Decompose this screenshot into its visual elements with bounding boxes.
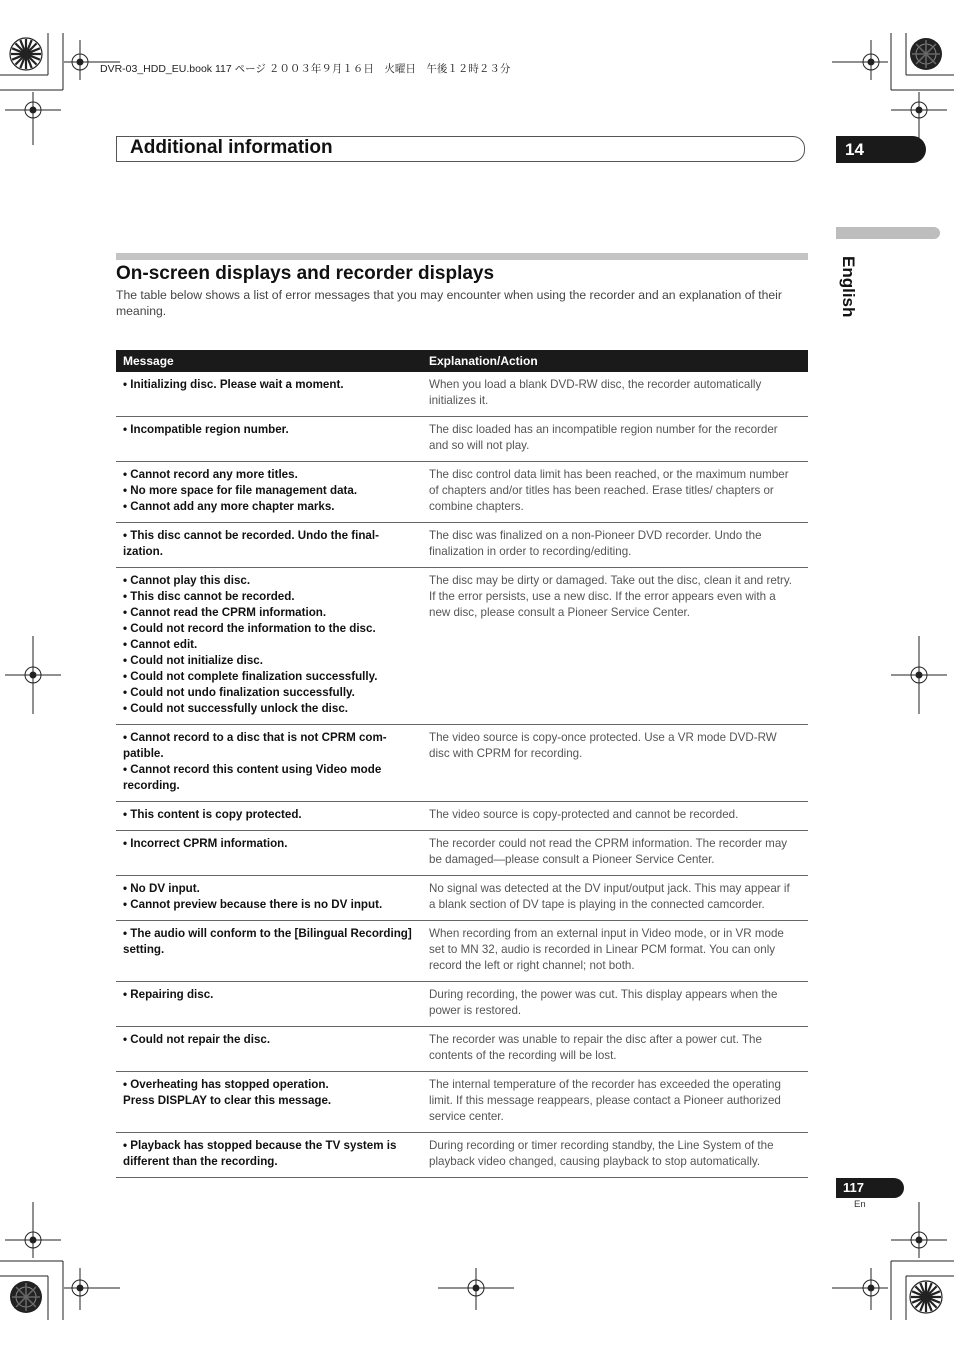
table-row <box>116 568 808 725</box>
message-cell <box>116 1133 422 1178</box>
language-tab <box>836 256 856 318</box>
table-row <box>116 372 808 417</box>
explanation-cell: No signal was detected at the DV input/output jack. This may appear if a blank section of DV tape is playing in the connected camcorder. <box>422 876 808 921</box>
error-message: • This disc cannot be recorded. <box>123 590 295 603</box>
message-cell <box>116 1027 422 1072</box>
table-row <box>116 921 808 982</box>
error-message: • Playback has stopped because the TV system is different than the recording. <box>123 1139 397 1168</box>
explanation-cell: The disc loaded has an incompatible region number for the recorder and so will not play. <box>422 417 808 462</box>
error-message: • Overheating has stopped operation. <box>123 1078 329 1091</box>
explanation-cell: The internal temperature of the recorder has exceeded the operating limit. If this message reappears, please contact a Pioneer authorized service center. <box>422 1072 808 1133</box>
table-row <box>116 725 808 802</box>
explanation-cell: The disc may be dirty or damaged. Take out the disc, clean it and retry. If the error persists, use a new disc. If the error appears even with a new disc, please consult a Pioneer Service Center. <box>422 568 808 725</box>
table-row <box>116 1072 808 1133</box>
table-row <box>116 1133 808 1178</box>
message-cell <box>116 568 422 725</box>
error-message: • Cannot play this disc. <box>123 574 251 587</box>
explanation-cell: The recorder could not read the CPRM information. The recorder may be damaged—please consult a Pioneer Service Center. <box>422 831 808 876</box>
message-cell <box>116 802 422 831</box>
section-rule <box>116 253 808 260</box>
message-cell <box>116 831 422 876</box>
error-message: • Could not undo finalization successfully. <box>123 686 355 699</box>
explanation-cell: The disc was finalized on a non-Pioneer DVD recorder. Undo the finalization in order to recording/editing. <box>422 523 808 568</box>
language-tab-label: English <box>839 256 858 318</box>
message-cell <box>116 1072 422 1133</box>
chapter-title: Additional information <box>130 137 333 158</box>
table-row <box>116 417 808 462</box>
table-row <box>116 523 808 568</box>
error-message: • Cannot record this content using Video mode recording. <box>123 763 382 792</box>
explanation-cell: The recorder was unable to repair the disc after a power cut. The contents of the recording will be lost. <box>422 1027 808 1072</box>
table-row <box>116 831 808 876</box>
table-row <box>116 982 808 1027</box>
page-number: 117 <box>836 1178 904 1198</box>
error-message: • No more space for file management data. <box>123 484 358 497</box>
message-cell <box>116 725 422 802</box>
explanation-cell: During recording, the power was cut. This display appears when the power is restored. <box>422 982 808 1027</box>
column-header-message: Message <box>116 350 422 372</box>
error-message: • Could not initialize disc. <box>123 654 263 667</box>
error-message: • Cannot edit. <box>123 638 198 651</box>
message-cell <box>116 876 422 921</box>
error-message: • Could not complete finalization successfully. <box>123 670 378 683</box>
error-message: • Could not successfully unlock the disc. <box>123 702 349 715</box>
section-intro: The table below shows a list of error messages that you may encounter when using the recorder and an explanation of their meaning. <box>116 288 782 318</box>
error-message: • Cannot record any more titles. <box>123 468 298 481</box>
page-language-code: En <box>854 1199 866 1210</box>
table-row <box>116 462 808 523</box>
error-message: • Could not record the information to the disc. <box>123 622 376 635</box>
error-message-table <box>116 350 808 1178</box>
table-body <box>116 372 808 1178</box>
print-header: DVR-03_HDD_EU.book 117 ページ ２００３年９月１６日 火曜日 午後１２時２３分 <box>100 63 511 75</box>
error-message: • Cannot read the CPRM information. <box>123 606 327 619</box>
explanation-cell: The video source is copy-once protected. Use a VR mode DVD-RW disc with CPRM for recording. <box>422 725 808 802</box>
explanation-cell: During recording or timer recording standby, the Line System of the playback video changed, causing playback to stop automatically. <box>422 1133 808 1178</box>
error-message: • The audio will conform to the [Bilingual Recording] setting. <box>123 927 412 956</box>
chapter-number: 14 <box>836 136 926 163</box>
error-message: • Cannot add any more chapter marks. <box>123 500 335 513</box>
message-cell <box>116 982 422 1027</box>
error-message: • Initializing disc. Please wait a moment. <box>123 378 344 391</box>
error-message: • Cannot preview because there is no DV input. <box>123 898 383 911</box>
explanation-cell: The video source is copy-protected and cannot be recorded. <box>422 802 808 831</box>
message-cell <box>116 921 422 982</box>
message-cell <box>116 372 422 417</box>
section-title: On-screen displays and recorder displays <box>116 263 495 284</box>
error-message: • This content is copy protected. <box>123 808 302 821</box>
error-message: • Incorrect CPRM information. <box>123 837 288 850</box>
error-message: • Incompatible region number. <box>123 423 289 436</box>
error-message: • No DV input. <box>123 882 200 895</box>
table-row <box>116 876 808 921</box>
error-message: • Repairing disc. <box>123 988 214 1001</box>
explanation-cell: The disc control data limit has been reached, or the maximum number of chapters and/or titles has been reached. Erase titles/ chapters or combine chapters. <box>422 462 808 523</box>
message-cell <box>116 523 422 568</box>
table-header-row <box>116 350 808 372</box>
explanation-cell: When you load a blank DVD-RW disc, the recorder automatically initializes it. <box>422 372 808 417</box>
error-message: Press DISPLAY to clear this message. <box>123 1094 332 1107</box>
column-header-explanation: Explanation/Action <box>422 350 808 372</box>
language-tab-bar <box>836 227 940 239</box>
message-cell <box>116 462 422 523</box>
message-cell <box>116 417 422 462</box>
error-message: • This disc cannot be recorded. Undo the final- ization. <box>123 529 379 558</box>
explanation-cell: When recording from an external input in Video mode, or in VR mode set to MN 32, audio is recorded in Linear PCM format. You can only record the left or right channel; not both. <box>422 921 808 982</box>
error-message: • Cannot record to a disc that is not CPRM com- patible. <box>123 731 387 760</box>
error-message: • Could not repair the disc. <box>123 1033 271 1046</box>
table-row <box>116 1027 808 1072</box>
table-row <box>116 802 808 831</box>
